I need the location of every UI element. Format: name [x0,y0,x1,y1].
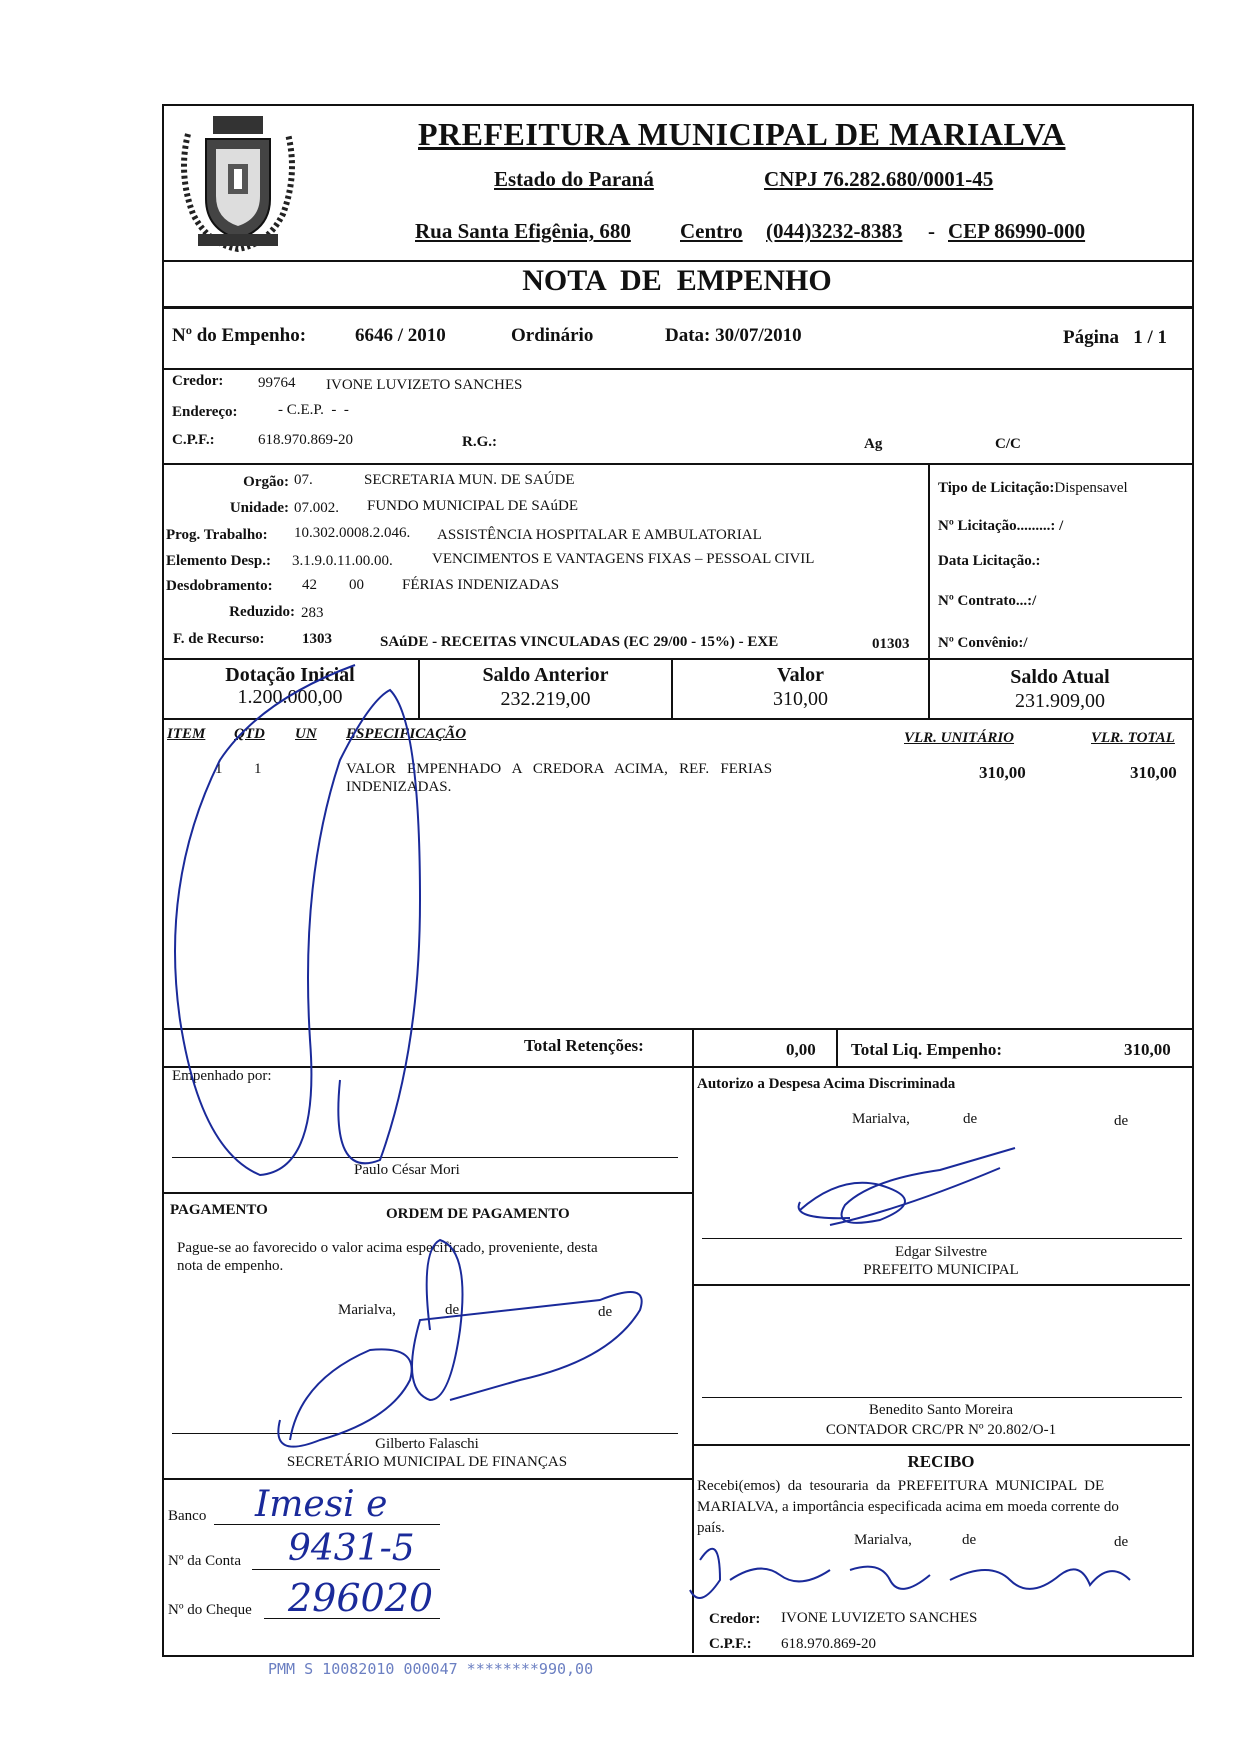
recibo-de1: de [962,1532,977,1548]
item-spec-line1: VALOR EMPENHADO A CREDORA ACIMA, REF. FERIAS [346,761,773,777]
item-total-value: 310,00 [1130,763,1177,782]
cpf-value: 618.970.869-20 [258,432,353,448]
recibo-text-line1: Recebi(emos) da tesouraria da PREFEITURA MUNICIPAL DE [697,1478,1105,1494]
saldo-anterior-label: Saldo Anterior [482,664,609,686]
desdobramento-sub: 00 [349,577,364,593]
item-unit-value: 310,00 [979,763,1026,782]
prog-label: Prog. Trabalho: [166,527,268,543]
autorizo-label: Autorizo a Despesa Acima Discriminada [697,1076,956,1092]
orgao-value: SECRETARIA MUN. DE SAÚDE [364,472,575,488]
endereco-label: Endereço: [172,404,238,420]
banco-handwritten: Imesi e [255,1484,388,1525]
recibo-text-line3: país. [697,1520,725,1536]
ordem-pagamento-label: ORDEM DE PAGAMENTO [386,1206,570,1222]
valor-label: Valor [776,664,825,686]
pagamento-de1: de [445,1302,460,1318]
district-label: Centro [680,219,743,243]
cheque-label: Nº do Cheque [168,1602,252,1618]
recibo-city: Marialva, [854,1532,912,1548]
recibo-de2: de [1114,1534,1129,1550]
recurso-code2: 01303 [872,636,910,652]
tipo-licitacao-value: Dispensavel [1054,480,1128,496]
cpf-label: C.P.F.: [172,432,215,448]
dotacao-inicial-value: 1.200.000,00 [237,686,343,708]
conta-handwritten: 9431-5 [288,1528,415,1569]
elemento-label: Elemento Desp.: [166,553,271,569]
licitacao-number: Nº Licitação.........: / [938,518,1064,534]
contador-role: CONTADOR CRC/PR Nº 20.802/O-1 [825,1422,1057,1438]
elemento-value: VENCIMENTOS E VANTAGENS FIXAS – PESSOAL CIVIL [432,551,815,567]
col-item: ITEM [167,726,206,742]
prefeito-signature [799,1148,1015,1225]
recurso-label: F. de Recurso: [173,631,265,647]
empenhado-por-name: Paulo César Mori [354,1162,460,1178]
secretario-role: SECRETÁRIO MUNICIPAL DE FINANÇAS [286,1454,568,1470]
credor-signature [690,1549,1130,1598]
recurso-value: SAúDE - RECEITAS VINCULADAS (EC 29/00 - 15%) - EXE [380,634,779,650]
pagamento-city: Marialva, [338,1302,396,1318]
big-loop-signature [175,665,420,1175]
prog-code: 10.302.0008.2.046. [294,525,411,541]
unidade-value: FUNDO MUNICIPAL DE SAúDE [367,498,578,514]
recibo-cpf-value: 618.970.869-20 [781,1636,876,1652]
desdobramento-value: FÉRIAS INDENIZADAS [402,577,560,593]
total-liquido-value: 310,00 [1124,1040,1171,1059]
total-retencoes-value: 0,00 [786,1040,816,1059]
orgao-code: 07. [294,472,313,488]
autorizo-city: Marialva, [852,1111,910,1127]
contador-name: Benedito Santo Moreira [868,1402,1014,1418]
autorizo-de1: de [963,1111,978,1127]
ag-label: Ag [864,436,883,452]
total-liquido-label: Total Liq. Empenho: [851,1040,1002,1059]
dotacao-inicial-label: Dotação Inicial [225,664,355,686]
recibo-credor-label: Credor: [709,1611,761,1627]
rg-label: R.G.: [462,434,497,450]
pagamento-text-line2: nota de empenho. [177,1258,284,1274]
convenio-number: Nº Convênio:/ [938,635,1028,651]
unidade-code: 07.002. [294,500,339,516]
empenho-date: Data: 30/07/2010 [665,325,802,346]
col-especificacao: ESPECIFICAÇÃO [346,726,467,742]
col-vlr-total: VLR. TOTAL [1091,730,1175,746]
valor-value: 310,00 [773,688,828,710]
saldo-atual-value: 231.909,00 [1015,690,1105,712]
recibo-credor-name: IVONE LUVIZETO SANCHES [781,1610,978,1626]
prog-value: ASSISTÊNCIA HOSPITALAR E AMBULATORIAL [437,527,762,543]
recurso-code: 1303 [302,631,332,647]
credor-label: Credor: [172,373,224,389]
unidade-label: Unidade: [229,500,289,516]
state-label: Estado do Paraná [494,167,654,191]
separator: - [928,219,935,243]
pagamento-text-line1: Pague-se ao favorecido o valor acima especificado, proveniente, desta [177,1240,598,1256]
empenho-type: Ordinário [511,325,594,346]
secretario-signature [278,1240,641,1447]
reduzido-value: 283 [301,605,324,621]
reduzido-label: Reduzido: [229,604,295,620]
orgao-label: Orgão: [243,474,289,490]
pagamento-label: PAGAMENTO [170,1202,268,1218]
empenho-number: 6646 / 2010 [355,325,446,346]
col-vlr-unitario: VLR. UNITÁRIO [904,730,1015,746]
credor-code: 99764 [258,375,296,391]
prefeito-name: Edgar Silvestre [894,1244,988,1260]
item-qtd: 1 [254,761,262,777]
saldo-anterior-value: 232.219,00 [500,688,591,710]
pagamento-de2: de [598,1304,613,1320]
cnpj-label: CNPJ 76.282.680/0001-45 [764,167,994,191]
street-label: Rua Santa Efigênia, 680 [415,219,631,243]
col-qtd: QTD [234,726,265,742]
contrato-number: Nº Contrato...:/ [938,593,1037,609]
credor-name: IVONE LUVIZETO SANCHES [326,377,523,393]
recibo-cpf-label: C.P.F.: [709,1636,752,1652]
footer-stamp: PMM S 10082010 000047 ********990,00 [268,1660,594,1678]
cc-label: C/C [995,436,1021,452]
saldo-atual-label: Saldo Atual [1010,666,1110,688]
licitacao-date: Data Licitação.: [938,553,1041,569]
autorizo-de2: de [1114,1113,1129,1129]
tipo-licitacao-label: Tipo de Licitação: [938,480,1055,496]
document-title: NOTA DE EMPENHO [522,264,832,297]
municipality-title: PREFEITURA MUNICIPAL DE MARIALVA [418,116,1066,152]
recibo-label: RECIBO [907,1452,975,1471]
phone-label: (044)3232-8383 [766,219,903,243]
item-number: 1 [215,761,223,777]
secretario-name: Gilberto Falaschi [375,1436,479,1452]
recibo-text-line2: MARIALVA, a importância especificada acima em moeda corrente do [697,1499,1119,1515]
empenho-number-label: Nº do Empenho: [172,325,307,346]
desdobramento-label: Desdobramento: [166,578,273,594]
desdobramento-code: 42 [302,577,317,593]
total-retencoes-label: Total Retenções: [524,1036,644,1055]
endereco-value: - C.E.P. - - [278,402,349,418]
item-spec-line2: INDENIZADAS. [346,779,452,795]
conta-label: Nº da Conta [168,1553,241,1569]
col-un: UN [295,726,317,742]
banco-label: Banco [168,1508,207,1524]
page-number: Página 1 / 1 [1063,327,1167,348]
cheque-handwritten: 296020 [288,1576,434,1620]
elemento-code: 3.1.9.0.11.00.00. [292,553,393,569]
prefeito-role: PREFEITO MUNICIPAL [863,1262,1019,1278]
empenhado-por-label: Empenhado por: [172,1068,272,1084]
cep-label: CEP 86990-000 [948,219,1086,243]
